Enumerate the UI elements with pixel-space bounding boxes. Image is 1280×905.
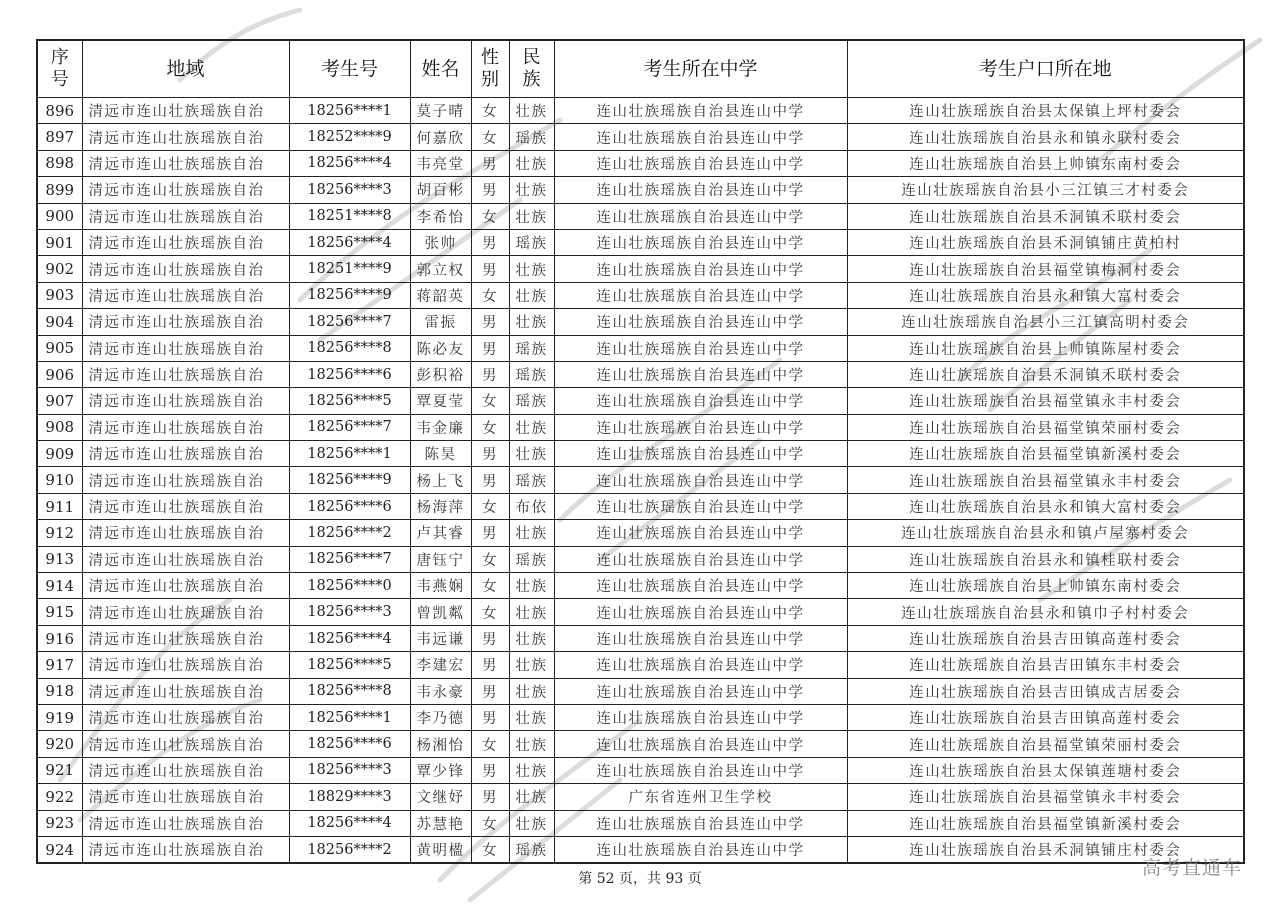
cell-name: 苏慧艳 [410, 810, 471, 836]
cell-name: 胡百彬 [410, 177, 471, 203]
cell-name: 莫子晴 [410, 98, 471, 124]
cell-seq: 897 [37, 124, 82, 150]
cell-region: 清远市连山壮族瑶族自治 [82, 625, 289, 651]
cell-seq: 901 [37, 229, 82, 255]
cell-school: 连山壮族瑶族自治县连山中学 [554, 652, 847, 678]
cell-name: 韦永豪 [410, 678, 471, 704]
cell-region: 清远市连山壮族瑶族自治 [82, 599, 289, 625]
table-row [37, 731, 1244, 757]
cell-name: 杨海萍 [410, 493, 471, 519]
cell-hukou: 连山壮族瑶族自治县福堂镇永丰村委会 [847, 467, 1244, 493]
cell-exam-id: 18256****4 [289, 810, 410, 836]
cell-region: 清远市连山壮族瑶族自治 [82, 520, 289, 546]
cell-hukou: 连山壮族瑶族自治县吉田镇高莲村委会 [847, 704, 1244, 730]
cell-school: 连山壮族瑶族自治县连山中学 [554, 599, 847, 625]
cell-gender: 女 [471, 836, 509, 863]
cell-school: 连山壮族瑶族自治县连山中学 [554, 256, 847, 282]
cell-gender: 女 [471, 124, 509, 150]
table-row [37, 229, 1244, 255]
cell-hukou: 连山壮族瑶族自治县小三江镇高明村委会 [847, 309, 1244, 335]
cell-ethnicity: 布依 [509, 493, 554, 519]
cell-seq: 911 [37, 493, 82, 519]
cell-seq: 899 [37, 177, 82, 203]
table-row [37, 150, 1244, 176]
cell-region: 清远市连山壮族瑶族自治 [82, 810, 289, 836]
cell-seq: 921 [37, 757, 82, 783]
cell-hukou: 连山壮族瑶族自治县永和镇巾子村村委会 [847, 599, 1244, 625]
cell-school: 连山壮族瑶族自治县连山中学 [554, 625, 847, 651]
cell-exam-id: 18256****3 [289, 599, 410, 625]
cell-region: 清远市连山壮族瑶族自治 [82, 388, 289, 414]
cell-seq: 923 [37, 810, 82, 836]
cell-exam-id: 18256****3 [289, 177, 410, 203]
cell-name: 雷振 [410, 309, 471, 335]
cell-school: 连山壮族瑶族自治县连山中学 [554, 229, 847, 255]
cell-seq: 898 [37, 150, 82, 176]
cell-name: 杨上飞 [410, 467, 471, 493]
header-gender: 性 别 [471, 40, 509, 98]
table-row [37, 98, 1244, 124]
cell-region: 清远市连山壮族瑶族自治 [82, 177, 289, 203]
cell-exam-id: 18256****4 [289, 229, 410, 255]
cell-region: 清远市连山壮族瑶族自治 [82, 573, 289, 599]
cell-seq: 916 [37, 625, 82, 651]
cell-school: 连山壮族瑶族自治县连山中学 [554, 467, 847, 493]
cell-seq: 917 [37, 652, 82, 678]
table-row [37, 757, 1244, 783]
table-row [37, 467, 1244, 493]
cell-exam-id: 18251****8 [289, 203, 410, 229]
cell-gender: 男 [471, 361, 509, 387]
table-row [37, 810, 1244, 836]
cell-hukou: 连山壮族瑶族自治县禾洞镇禾联村委会 [847, 361, 1244, 387]
cell-name: 韦亮堂 [410, 150, 471, 176]
cell-hukou: 连山壮族瑶族自治县禾洞镇铺庄黄柏村 [847, 229, 1244, 255]
cell-exam-id: 18256****4 [289, 625, 410, 651]
cell-gender: 男 [471, 441, 509, 467]
cell-exam-id: 18256****0 [289, 573, 410, 599]
cell-region: 清远市连山壮族瑶族自治 [82, 98, 289, 124]
cell-ethnicity: 壮族 [509, 810, 554, 836]
cell-gender: 男 [471, 757, 509, 783]
cell-hukou: 连山壮族瑶族自治县吉田镇东丰村委会 [847, 652, 1244, 678]
cell-name: 曾凯粼 [410, 599, 471, 625]
cell-seq: 910 [37, 467, 82, 493]
cell-school: 连山壮族瑶族自治县连山中学 [554, 573, 847, 599]
cell-gender: 女 [471, 810, 509, 836]
cell-gender: 男 [471, 309, 509, 335]
cell-seq: 900 [37, 203, 82, 229]
cell-exam-id: 18256****1 [289, 704, 410, 730]
cell-exam-id: 18256****6 [289, 731, 410, 757]
cell-school: 连山壮族瑶族自治县连山中学 [554, 177, 847, 203]
cell-ethnicity: 瑶族 [509, 836, 554, 863]
cell-hukou: 连山壮族瑶族自治县禾洞镇禾联村委会 [847, 203, 1244, 229]
table-row [37, 335, 1244, 361]
cell-seq: 912 [37, 520, 82, 546]
cell-exam-id: 18256****7 [289, 414, 410, 440]
cell-gender: 女 [471, 414, 509, 440]
cell-gender: 男 [471, 678, 509, 704]
cell-seq: 909 [37, 441, 82, 467]
cell-region: 清远市连山壮族瑶族自治 [82, 704, 289, 730]
cell-hukou: 连山壮族瑶族自治县永和镇大富村委会 [847, 493, 1244, 519]
table-row [37, 520, 1244, 546]
cell-hukou: 连山壮族瑶族自治县上帅镇东南村委会 [847, 573, 1244, 599]
cell-school: 连山壮族瑶族自治县连山中学 [554, 704, 847, 730]
cell-region: 清远市连山壮族瑶族自治 [82, 441, 289, 467]
cell-name: 卢其睿 [410, 520, 471, 546]
cell-gender: 男 [471, 256, 509, 282]
cell-exam-id: 18256****9 [289, 467, 410, 493]
cell-region: 清远市连山壮族瑶族自治 [82, 467, 289, 493]
cell-seq: 915 [37, 599, 82, 625]
cell-name: 覃夏莹 [410, 388, 471, 414]
cell-ethnicity: 壮族 [509, 757, 554, 783]
cell-ethnicity: 瑶族 [509, 546, 554, 572]
cell-seq: 908 [37, 414, 82, 440]
cell-hukou: 连山壮族瑶族自治县太保镇上坪村委会 [847, 98, 1244, 124]
cell-name: 覃少锋 [410, 757, 471, 783]
cell-exam-id: 18256****1 [289, 98, 410, 124]
cell-gender: 女 [471, 203, 509, 229]
brand-watermark-logo: 高考直通车 [1142, 857, 1243, 879]
table-row [37, 599, 1244, 625]
table-row [37, 573, 1244, 599]
cell-school: 连山壮族瑶族自治县连山中学 [554, 282, 847, 308]
cell-school: 连山壮族瑶族自治县连山中学 [554, 203, 847, 229]
cell-hukou: 连山壮族瑶族自治县永和镇永联村委会 [847, 124, 1244, 150]
cell-gender: 男 [471, 150, 509, 176]
cell-hukou: 连山壮族瑶族自治县福堂镇永丰村委会 [847, 784, 1244, 810]
cell-ethnicity: 瑶族 [509, 467, 554, 493]
cell-ethnicity: 壮族 [509, 625, 554, 651]
cell-ethnicity: 壮族 [509, 414, 554, 440]
cell-gender: 男 [471, 520, 509, 546]
cell-exam-id: 18256****4 [289, 150, 410, 176]
cell-region: 清远市连山壮族瑶族自治 [82, 203, 289, 229]
cell-exam-id: 18256****8 [289, 678, 410, 704]
cell-seq: 905 [37, 335, 82, 361]
cell-exam-id: 18252****9 [289, 124, 410, 150]
cell-name: 彭积裕 [410, 361, 471, 387]
cell-gender: 女 [471, 98, 509, 124]
table-row [37, 784, 1244, 810]
cell-name: 黄明楹 [410, 836, 471, 863]
cell-seq: 913 [37, 546, 82, 572]
cell-school: 广东省连州卫生学校 [554, 784, 847, 810]
cell-ethnicity: 壮族 [509, 520, 554, 546]
cell-gender: 男 [471, 704, 509, 730]
cell-ethnicity: 壮族 [509, 441, 554, 467]
cell-name: 李建宏 [410, 652, 471, 678]
cell-exam-id: 18256****3 [289, 757, 410, 783]
cell-region: 清远市连山壮族瑶族自治 [82, 784, 289, 810]
cell-gender: 女 [471, 731, 509, 757]
table-row [37, 388, 1244, 414]
cell-name: 唐钰宁 [410, 546, 471, 572]
cell-hukou: 连山壮族瑶族自治县永和镇大富村委会 [847, 282, 1244, 308]
table-row [37, 282, 1244, 308]
table-row [37, 361, 1244, 387]
cell-school: 连山壮族瑶族自治县连山中学 [554, 520, 847, 546]
cell-ethnicity: 壮族 [509, 309, 554, 335]
cell-seq: 903 [37, 282, 82, 308]
cell-school: 连山壮族瑶族自治县连山中学 [554, 546, 847, 572]
cell-gender: 男 [471, 652, 509, 678]
cell-school: 连山壮族瑶族自治县连山中学 [554, 414, 847, 440]
table-row [37, 177, 1244, 203]
cell-region: 清远市连山壮族瑶族自治 [82, 124, 289, 150]
cell-region: 清远市连山壮族瑶族自治 [82, 836, 289, 863]
cell-school: 连山壮族瑶族自治县连山中学 [554, 678, 847, 704]
cell-ethnicity: 壮族 [509, 203, 554, 229]
cell-hukou: 连山壮族瑶族自治县福堂镇梅洞村委会 [847, 256, 1244, 282]
cell-ethnicity: 瑶族 [509, 388, 554, 414]
cell-gender: 女 [471, 282, 509, 308]
cell-seq: 904 [37, 309, 82, 335]
cell-seq: 914 [37, 573, 82, 599]
cell-region: 清远市连山壮族瑶族自治 [82, 150, 289, 176]
cell-ethnicity: 壮族 [509, 573, 554, 599]
cell-exam-id: 18256****5 [289, 388, 410, 414]
cell-school: 连山壮族瑶族自治县连山中学 [554, 388, 847, 414]
cell-name: 郭立权 [410, 256, 471, 282]
cell-name: 韦燕娴 [410, 573, 471, 599]
cell-name: 陈必友 [410, 335, 471, 361]
cell-school: 连山壮族瑶族自治县连山中学 [554, 441, 847, 467]
cell-hukou: 连山壮族瑶族自治县上帅镇陈屋村委会 [847, 335, 1244, 361]
cell-region: 清远市连山壮族瑶族自治 [82, 335, 289, 361]
cell-hukou: 连山壮族瑶族自治县永和镇桂联村委会 [847, 546, 1244, 572]
cell-hukou: 连山壮族瑶族自治县福堂镇永丰村委会 [847, 388, 1244, 414]
cell-school: 连山壮族瑶族自治县连山中学 [554, 493, 847, 519]
cell-hukou: 连山壮族瑶族自治县福堂镇新溪村委会 [847, 810, 1244, 836]
cell-school: 连山壮族瑶族自治县连山中学 [554, 757, 847, 783]
cell-ethnicity: 壮族 [509, 652, 554, 678]
cell-ethnicity: 壮族 [509, 731, 554, 757]
cell-school: 连山壮族瑶族自治县连山中学 [554, 361, 847, 387]
cell-gender: 女 [471, 493, 509, 519]
cell-seq: 919 [37, 704, 82, 730]
cell-region: 清远市连山壮族瑶族自治 [82, 229, 289, 255]
cell-gender: 男 [471, 335, 509, 361]
cell-hukou: 连山壮族瑶族自治县吉田镇成吉居委会 [847, 678, 1244, 704]
cell-name: 蒋韶英 [410, 282, 471, 308]
cell-ethnicity: 壮族 [509, 256, 554, 282]
cell-name: 杨湘怡 [410, 731, 471, 757]
cell-hukou: 连山壮族瑶族自治县福堂镇荣丽村委会 [847, 414, 1244, 440]
page-number: 第 52 页，共 93 页 [578, 871, 702, 887]
cell-ethnicity: 瑶族 [509, 229, 554, 255]
cell-gender: 男 [471, 229, 509, 255]
header-exam-id: 考生号 [289, 40, 410, 98]
cell-region: 清远市连山壮族瑶族自治 [82, 546, 289, 572]
cell-seq: 902 [37, 256, 82, 282]
cell-seq: 906 [37, 361, 82, 387]
cell-ethnicity: 壮族 [509, 599, 554, 625]
cell-school: 连山壮族瑶族自治县连山中学 [554, 810, 847, 836]
cell-school: 连山壮族瑶族自治县连山中学 [554, 124, 847, 150]
cell-gender: 男 [471, 467, 509, 493]
cell-exam-id: 18256****2 [289, 836, 410, 863]
cell-hukou: 连山壮族瑶族自治县禾洞镇铺庄村委会 [847, 836, 1244, 863]
header-hukou: 考生户口所在地 [847, 40, 1244, 98]
cell-exam-id: 18256****8 [289, 335, 410, 361]
candidate-table [36, 39, 1245, 864]
cell-ethnicity: 壮族 [509, 704, 554, 730]
cell-name: 韦远谦 [410, 625, 471, 651]
table-row [37, 652, 1244, 678]
cell-exam-id: 18829****3 [289, 784, 410, 810]
cell-region: 清远市连山壮族瑶族自治 [82, 652, 289, 678]
cell-hukou: 连山壮族瑶族自治县福堂镇荣丽村委会 [847, 731, 1244, 757]
cell-exam-id: 18256****5 [289, 652, 410, 678]
table-row [37, 256, 1244, 282]
cell-seq: 907 [37, 388, 82, 414]
cell-region: 清远市连山壮族瑶族自治 [82, 414, 289, 440]
cell-name: 李乃德 [410, 704, 471, 730]
cell-region: 清远市连山壮族瑶族自治 [82, 757, 289, 783]
cell-exam-id: 18256****7 [289, 309, 410, 335]
table-row [37, 704, 1244, 730]
table-row [37, 309, 1244, 335]
cell-ethnicity: 壮族 [509, 177, 554, 203]
table-row [37, 441, 1244, 467]
cell-ethnicity: 壮族 [509, 98, 554, 124]
cell-seq: 896 [37, 98, 82, 124]
cell-school: 连山壮族瑶族自治县连山中学 [554, 335, 847, 361]
cell-exam-id: 18256****7 [289, 546, 410, 572]
cell-school: 连山壮族瑶族自治县连山中学 [554, 98, 847, 124]
cell-exam-id: 18256****1 [289, 441, 410, 467]
cell-gender: 女 [471, 388, 509, 414]
cell-exam-id: 18256****6 [289, 361, 410, 387]
table-row [37, 493, 1244, 519]
header-seq: 序 号 [37, 40, 82, 98]
cell-hukou: 连山壮族瑶族自治县小三江镇三才村委会 [847, 177, 1244, 203]
cell-gender: 男 [471, 177, 509, 203]
cell-seq: 918 [37, 678, 82, 704]
cell-seq: 922 [37, 784, 82, 810]
table-row [37, 546, 1244, 572]
cell-ethnicity: 壮族 [509, 678, 554, 704]
cell-name: 韦金廉 [410, 414, 471, 440]
cell-name: 陈昊 [410, 441, 471, 467]
cell-school: 连山壮族瑶族自治县连山中学 [554, 150, 847, 176]
header-ethnicity: 民 族 [509, 40, 554, 98]
cell-ethnicity: 壮族 [509, 150, 554, 176]
cell-hukou: 连山壮族瑶族自治县太保镇莲塘村委会 [847, 757, 1244, 783]
table-header-row [37, 40, 1244, 98]
cell-region: 清远市连山壮族瑶族自治 [82, 678, 289, 704]
cell-seq: 920 [37, 731, 82, 757]
cell-gender: 女 [471, 546, 509, 572]
cell-region: 清远市连山壮族瑶族自治 [82, 309, 289, 335]
cell-seq: 924 [37, 836, 82, 863]
cell-region: 清远市连山壮族瑶族自治 [82, 493, 289, 519]
cell-hukou: 连山壮族瑶族自治县吉田镇高莲村委会 [847, 625, 1244, 651]
cell-school: 连山壮族瑶族自治县连山中学 [554, 309, 847, 335]
cell-ethnicity: 壮族 [509, 784, 554, 810]
table-row [37, 414, 1244, 440]
table-row [37, 836, 1244, 863]
cell-gender: 女 [471, 573, 509, 599]
header-region: 地域 [82, 40, 289, 98]
cell-hukou: 连山壮族瑶族自治县永和镇卢屋寨村委会 [847, 520, 1244, 546]
cell-school: 连山壮族瑶族自治县连山中学 [554, 836, 847, 863]
table-row [37, 625, 1244, 651]
cell-region: 清远市连山壮族瑶族自治 [82, 256, 289, 282]
cell-gender: 男 [471, 784, 509, 810]
cell-ethnicity: 壮族 [509, 282, 554, 308]
cell-school: 连山壮族瑶族自治县连山中学 [554, 731, 847, 757]
cell-exam-id: 18256****6 [289, 493, 410, 519]
header-school: 考生所在中学 [554, 40, 847, 98]
cell-exam-id: 18256****9 [289, 282, 410, 308]
cell-region: 清远市连山壮族瑶族自治 [82, 731, 289, 757]
table-row [37, 678, 1244, 704]
cell-name: 张帅 [410, 229, 471, 255]
header-name: 姓名 [410, 40, 471, 98]
cell-gender: 女 [471, 599, 509, 625]
cell-exam-id: 18256****2 [289, 520, 410, 546]
cell-region: 清远市连山壮族瑶族自治 [82, 282, 289, 308]
table-row [37, 124, 1244, 150]
cell-gender: 男 [471, 625, 509, 651]
cell-hukou: 连山壮族瑶族自治县福堂镇新溪村委会 [847, 441, 1244, 467]
cell-ethnicity: 瑶族 [509, 361, 554, 387]
cell-name: 李希怡 [410, 203, 471, 229]
cell-name: 文继妤 [410, 784, 471, 810]
cell-ethnicity: 瑶族 [509, 124, 554, 150]
cell-region: 清远市连山壮族瑶族自治 [82, 361, 289, 387]
table-row [37, 203, 1244, 229]
cell-name: 何嘉欣 [410, 124, 471, 150]
cell-hukou: 连山壮族瑶族自治县上帅镇东南村委会 [847, 150, 1244, 176]
cell-exam-id: 18251****9 [289, 256, 410, 282]
cell-ethnicity: 瑶族 [509, 335, 554, 361]
